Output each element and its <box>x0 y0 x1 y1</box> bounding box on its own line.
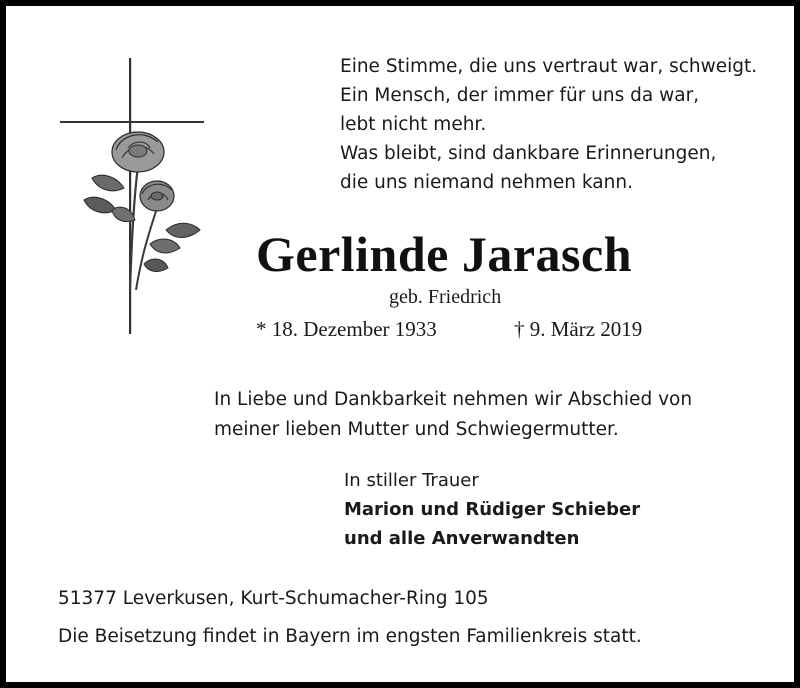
address: 51377 Leverkusen, Kurt-Schumacher-Ring 105 <box>58 588 489 609</box>
mourner-name: und alle Anverwandten <box>344 528 580 549</box>
farewell-line: In Liebe und Dankbarkeit nehmen wir Abschied von <box>214 389 693 410</box>
poem-line: Eine Stimme, die uns vertraut war, schweigt. <box>340 56 758 77</box>
funeral-note: Die Beisetzung findet in Bayern im engsten Familienkreis statt. <box>58 626 642 647</box>
mourner-name: Marion und Rüdiger Schieber <box>344 499 641 520</box>
birth-date: * 18. Dezember 1933 <box>256 317 437 341</box>
farewell-line: meiner lieben Mutter und Schwiegermutter. <box>214 419 619 440</box>
cross-with-roses-icon <box>58 58 208 338</box>
birth-name: geb. Friedrich <box>389 286 502 308</box>
poem-line: lebt nicht mehr. <box>340 114 487 135</box>
poem <box>340 52 770 197</box>
mourning-intro: In stiller Trauer <box>344 470 479 491</box>
death-date: † 9. März 2019 <box>514 317 643 341</box>
poem-line: Ein Mensch, der immer für uns da war, <box>340 85 700 106</box>
farewell-message <box>214 385 734 445</box>
mourners-block <box>344 466 764 553</box>
poem-line: die uns niemand nehmen kann. <box>340 172 633 193</box>
deceased-name: Gerlinde Jarasch <box>256 226 633 282</box>
poem-line: Was bleibt, sind dankbare Erinnerungen, <box>340 143 717 164</box>
